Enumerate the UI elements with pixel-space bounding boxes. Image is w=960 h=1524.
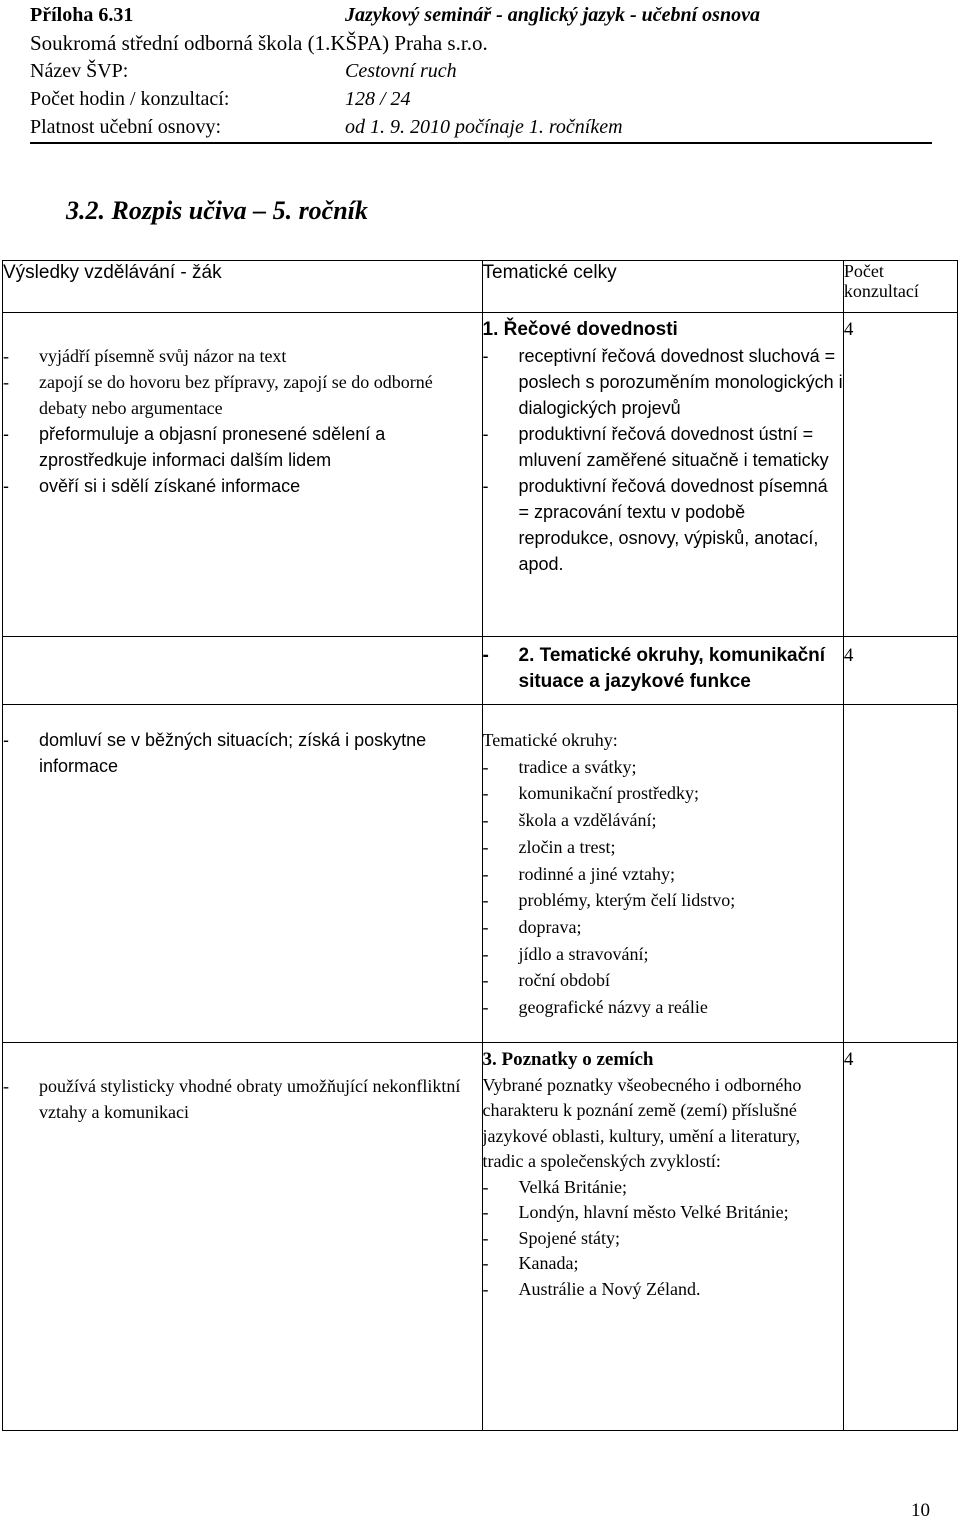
list-item: - škola a vzdělávání;	[483, 807, 843, 834]
outcomes-cell-2	[3, 705, 483, 1043]
outcomes-list-3	[3, 1073, 482, 1125]
list-item: - Londýn, hlavní město Velké Británie;	[483, 1200, 843, 1226]
subject-title: Jazykový seminář - anglický jazyk - učební osnova	[345, 4, 760, 26]
list-item: - Austrálie a Nový Zéland.	[483, 1277, 843, 1303]
svp-value: Cestovní ruch	[345, 60, 457, 82]
empty-cell	[843, 705, 957, 1043]
header-topics: Tematické celky	[482, 261, 843, 313]
topics-cell-3	[482, 1043, 843, 1431]
topics-list-2	[483, 754, 843, 1021]
empty-cell	[3, 637, 483, 705]
list-item: - produktivní řečová dovednost ústní = mluvení zaměřené situačně i tematicky	[483, 421, 843, 473]
list-item: - domluví se v běžných situacích; získá i poskytne informace	[3, 727, 482, 779]
header-outcomes: Výsledky vzdělávání - žák	[3, 261, 483, 313]
header-divider	[30, 142, 932, 144]
table-row	[3, 313, 958, 637]
table-row	[3, 1043, 958, 1431]
table-header-row	[3, 261, 958, 313]
list-item: - roční období	[483, 967, 843, 994]
list-item: - zločin a trest;	[483, 834, 843, 861]
page-number: 10	[911, 1500, 930, 1521]
topics-intro-2: Tematické okruhy:	[482, 730, 618, 750]
topic-title-2: - 2. Tematické okruhy, komunikační situace a jazykové funkce	[483, 643, 843, 695]
topics-intro-3: Vybrané poznatky všeobecného i odborného charakteru k poznání země (zemí) příslušné jazykové oblasti, kultury, umění a literatury, tradic a společenských zvyklostí:	[482, 1074, 802, 1171]
hours-value: 128 / 24	[345, 88, 411, 110]
list-item: - geografické názvy a reálie	[483, 994, 843, 1021]
table-row	[3, 637, 958, 705]
annex-label: Příloha 6.31 Jazykový seminář - anglický jazyk - učební osnova	[30, 4, 760, 26]
topic-title-cell-2	[482, 637, 843, 705]
list-item: - tradice a svátky;	[483, 754, 843, 781]
list-item: - přeformuluje a objasní pronesené sdělení a zprostředkuje informaci dalším lidem	[3, 421, 482, 473]
list-item: - používá stylisticky vhodné obraty umožňující nekonfliktní vztahy a komunikaci	[3, 1073, 482, 1125]
outcomes-cell-3	[3, 1043, 483, 1431]
count-cell-3: 4	[843, 1043, 957, 1431]
list-item: - zapojí se do hovoru bez přípravy, zapojí se do odborné debaty nebo argumentace	[3, 369, 482, 421]
topics-list-3	[483, 1175, 843, 1303]
topic-title-3: 3. Poznatky o zemích	[482, 1049, 654, 1070]
header-count: Počet konzultací	[843, 261, 957, 313]
hours-row	[30, 86, 411, 112]
outcomes-cell-1	[3, 313, 483, 637]
topics-cell-1	[482, 313, 843, 637]
school-name: Soukromá střední odborná škola (1.KŠPA) Praha s.r.o.	[30, 31, 488, 55]
svp-row	[30, 58, 457, 84]
validity-row	[30, 114, 623, 140]
list-item: - produktivní řečová dovednost písemná = zpracování textu v podobě reprodukce, osnovy, výpisků, anotací, apod.	[483, 473, 843, 577]
table-row	[3, 705, 958, 1043]
list-item: - Spojené státy;	[483, 1226, 843, 1252]
topics-cell-2	[482, 705, 843, 1043]
list-item: - Kanada;	[483, 1251, 843, 1277]
list-item: - receptivní řečová dovednost sluchová = poslech s porozuměním monologických i dialogických projevů	[483, 343, 843, 421]
list-item: - komunikační prostředky;	[483, 780, 843, 807]
list-item: - ověří si i sdělí získané informace	[3, 473, 482, 499]
hours-label: Počet hodin / konzultací:	[30, 88, 230, 110]
topic-title-1: 1. Řečové dovednosti	[482, 319, 678, 340]
list-item: - Velká Británie;	[483, 1175, 843, 1201]
list-item: - doprava;	[483, 914, 843, 941]
topics-list-1	[483, 343, 843, 577]
section-title: 3.2. Rozpis učiva – 5. ročník	[66, 196, 368, 225]
topic-title-2-wrap	[483, 643, 843, 695]
list-item: - vyjádří písemně svůj názor na text	[3, 343, 482, 369]
outcomes-list-2	[3, 727, 482, 779]
count-cell-2: 4	[843, 637, 957, 705]
outcomes-list-1	[3, 343, 482, 499]
list-item: - rodinné a jiné vztahy;	[483, 861, 843, 888]
count-cell-1: 4	[843, 313, 957, 637]
list-item: - problémy, kterým čelí lidstvo;	[483, 887, 843, 914]
svp-label: Název ŠVP:	[30, 60, 129, 82]
validity-label: Platnost učební osnovy:	[30, 116, 222, 138]
validity-value: od 1. 9. 2010 počínaje 1. ročníkem	[345, 116, 623, 138]
curriculum-table	[2, 260, 958, 1431]
list-item: - jídlo a stravování;	[483, 941, 843, 968]
